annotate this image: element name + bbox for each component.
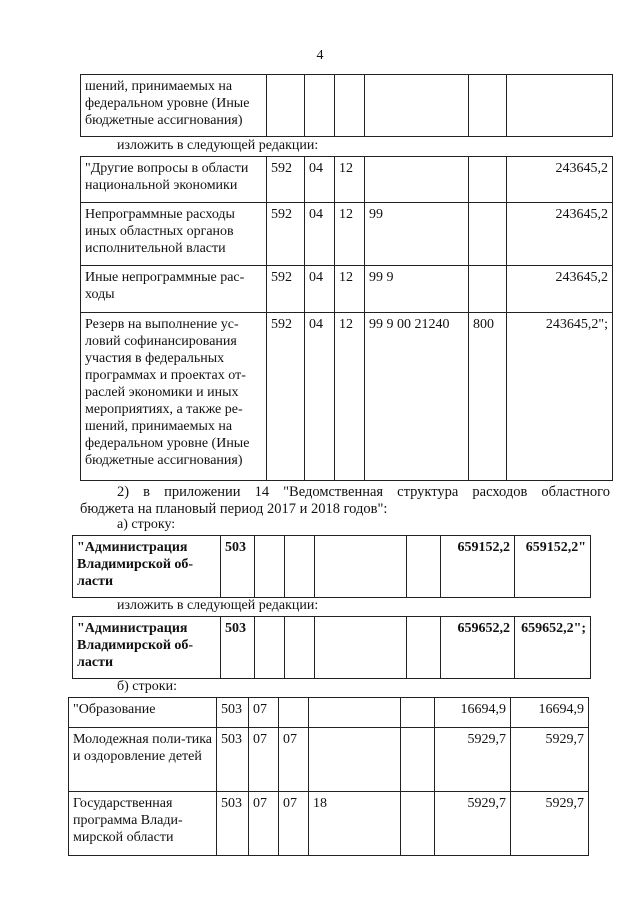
- cell-name: "Другие вопросы в области национальной экономики: [81, 157, 267, 203]
- cell-subsection: 12: [335, 203, 365, 266]
- cell-amount-2017: 659652,2: [441, 617, 515, 679]
- table-row: [81, 75, 613, 137]
- cell-section: 04: [305, 266, 335, 313]
- cell-subsection: [279, 698, 309, 728]
- cell-type: [401, 728, 435, 792]
- department-table-old: [72, 535, 591, 598]
- cell-amount: [507, 75, 613, 137]
- cell-name: Непрограммные расходы иных областных органов исполнительной власти: [81, 203, 267, 266]
- cell-subsection: 12: [335, 266, 365, 313]
- cell-type: [469, 75, 507, 137]
- cell-subsection: 07: [279, 728, 309, 792]
- cell-ministry: 592: [267, 203, 305, 266]
- cell-subsection: 12: [335, 157, 365, 203]
- table-row: [73, 617, 591, 679]
- cell-subsection: 07: [279, 792, 309, 856]
- cell-target: 99 9: [365, 266, 469, 313]
- paragraph-line: 2) в приложении 14 "Ведомственная структура расходов областного: [117, 484, 610, 500]
- cell-amount-2017: 16694,9: [435, 698, 511, 728]
- cell-target: [309, 698, 401, 728]
- cell-target: [365, 75, 469, 137]
- table-row: [69, 698, 589, 728]
- cell-type: 800: [469, 313, 507, 481]
- cell-target: [315, 536, 407, 598]
- cell-section: [305, 75, 335, 137]
- cell-amount-2017: 5929,7: [435, 792, 511, 856]
- education-table: [68, 697, 589, 856]
- cell-section: 04: [305, 203, 335, 266]
- cell-type: [407, 536, 441, 598]
- table-row: [81, 266, 613, 313]
- cell-subsection: 12: [335, 313, 365, 481]
- cell-ministry: 503: [217, 792, 249, 856]
- cell-amount-2018: 659152,2": [515, 536, 591, 598]
- cell-target: [365, 157, 469, 203]
- cell-section: 04: [305, 157, 335, 203]
- cell-subsection: [285, 617, 315, 679]
- cell-type: [469, 157, 507, 203]
- cell-ministry: 503: [217, 698, 249, 728]
- cell-ministry: 592: [267, 313, 305, 481]
- cell-amount-2017: 5929,7: [435, 728, 511, 792]
- cell-amount-2018: 659652,2";: [515, 617, 591, 679]
- cell-section: 07: [249, 698, 279, 728]
- cell-name: Резерв на выполнение ус-ловий софинансирования участия в федеральных программах и проектах от-раслей экономики и иных мероприятиях, а также ре-шений, принимаемых на федеральном уровне (Иные бюджетные ассигнования): [81, 313, 267, 481]
- cell-ministry: 503: [217, 728, 249, 792]
- cell-section: 04: [305, 313, 335, 481]
- budget-table-new: [80, 156, 613, 481]
- cell-subsection: [285, 536, 315, 598]
- cell-amount: 243645,2";: [507, 313, 613, 481]
- cell-target: [315, 617, 407, 679]
- cell-target: 99 9 00 21240: [365, 313, 469, 481]
- cell-ministry: 592: [267, 157, 305, 203]
- cell-section: 07: [249, 728, 279, 792]
- cell-amount-2018: 5929,7: [511, 792, 589, 856]
- edit-instruction: изложить в следующей редакции:: [117, 138, 319, 153]
- cell-name: "Администрация Владимирской об-ласти: [73, 536, 221, 598]
- subitem-a-label: а) строку:: [117, 517, 176, 532]
- table-row: [69, 728, 589, 792]
- cell-type: [469, 266, 507, 313]
- cell-section: [255, 536, 285, 598]
- page-number: 4: [316, 48, 324, 63]
- cell-ministry: [267, 75, 305, 137]
- cell-type: [407, 617, 441, 679]
- cell-name: "Администрация Владимирской об-ласти: [73, 617, 221, 679]
- table-row: [73, 536, 591, 598]
- cell-type: [401, 792, 435, 856]
- table-row: [81, 313, 613, 481]
- cell-name: Молодежная поли-тика и оздоровление детей: [69, 728, 217, 792]
- cell-amount: 243645,2: [507, 157, 613, 203]
- cell-section: [255, 617, 285, 679]
- cell-section: 07: [249, 792, 279, 856]
- cell-ministry: 503: [221, 617, 255, 679]
- table-row: [81, 203, 613, 266]
- cell-amount: 243645,2: [507, 203, 613, 266]
- cell-name: шений, принимаемых на федеральном уровне (Иные бюджетные ассигнования): [81, 75, 267, 137]
- cell-target: 18: [309, 792, 401, 856]
- budget-table-fragment: [80, 74, 613, 137]
- cell-name: Иные непрограммные рас-ходы: [81, 266, 267, 313]
- cell-ministry: 592: [267, 266, 305, 313]
- cell-amount: 243645,2: [507, 266, 613, 313]
- subitem-b-label: б) строки:: [117, 679, 177, 694]
- department-table-new: [72, 616, 591, 679]
- cell-name: "Образование: [69, 698, 217, 728]
- table-row: [69, 792, 589, 856]
- paragraph-line: бюджета на плановый период 2017 и 2018 годов":: [80, 501, 388, 517]
- paragraph-appendix-14: [80, 484, 610, 518]
- cell-subsection: [335, 75, 365, 137]
- cell-amount-2018: 5929,7: [511, 728, 589, 792]
- cell-amount-2017: 659152,2: [441, 536, 515, 598]
- cell-target: [309, 728, 401, 792]
- cell-name: Государственная программа Влади-мирской области: [69, 792, 217, 856]
- table-row: [81, 157, 613, 203]
- cell-amount-2018: 16694,9: [511, 698, 589, 728]
- cell-target: 99: [365, 203, 469, 266]
- edit-instruction: изложить в следующей редакции:: [117, 598, 319, 613]
- cell-ministry: 503: [221, 536, 255, 598]
- cell-type: [469, 203, 507, 266]
- cell-type: [401, 698, 435, 728]
